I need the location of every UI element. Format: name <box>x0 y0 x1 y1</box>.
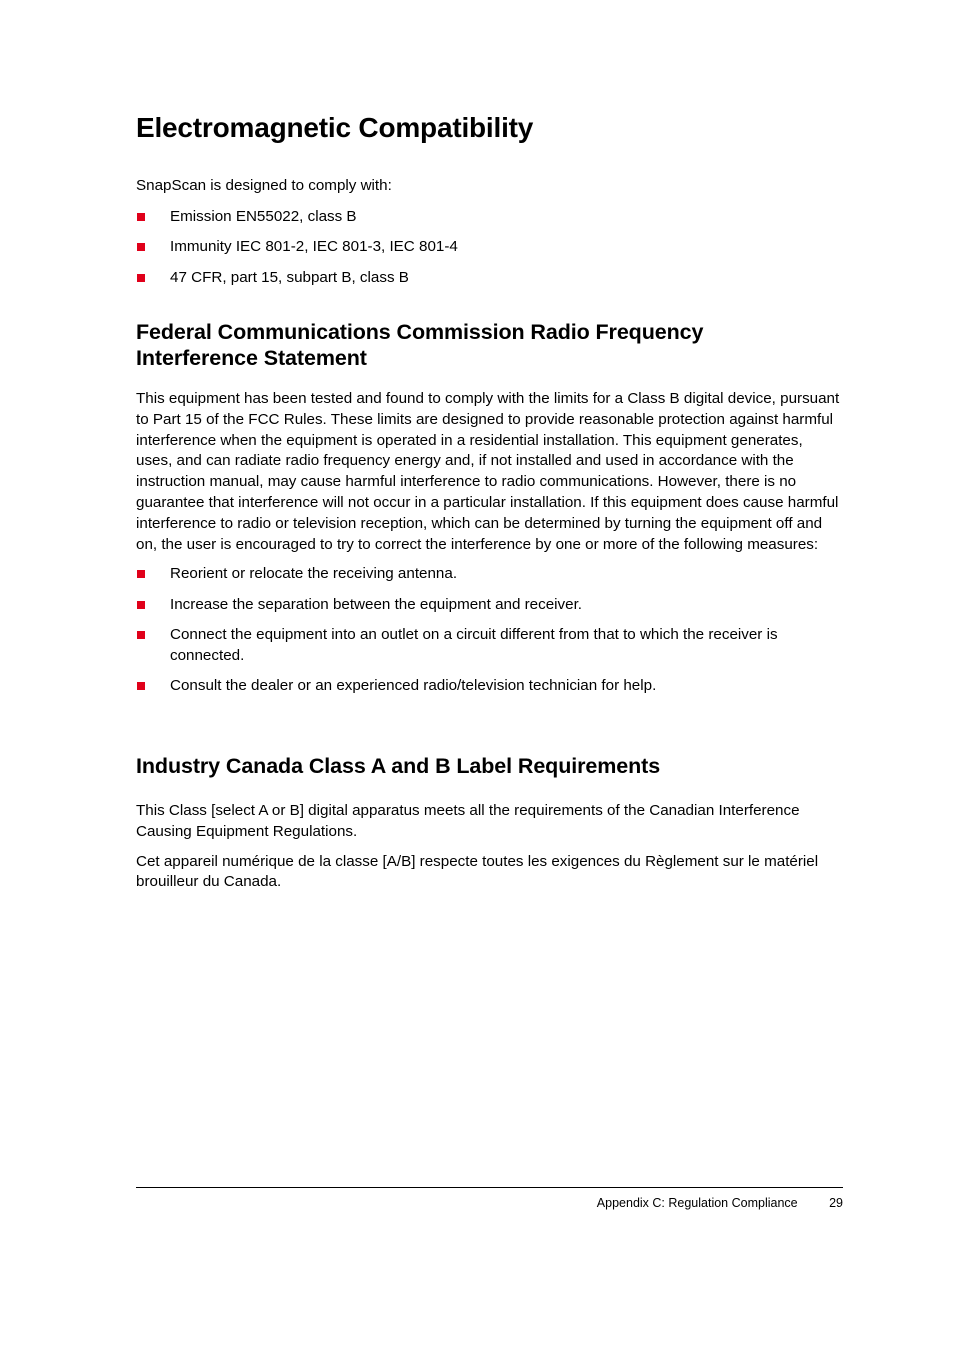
list-item: Connect the equipment into an outlet on a circuit different from that to which the receiver is connected. <box>136 625 843 667</box>
square-bullet-icon <box>137 213 145 221</box>
list-item: Reorient or relocate the receiving antenna. <box>136 564 843 585</box>
emc-section <box>136 176 843 298</box>
list-item: 47 CFR, part 15, subpart B, class B <box>136 268 843 289</box>
fcc-body: This equipment has been tested and found to comply with the limits for a Class B digital device, pursuant to Part 15 of the FCC Rules. These limits are designed to provide reasonable protection against harmful interference when the equipment is operated in a residential installation. This equipment generates, uses, and can radiate radio frequency energy and, if not installed and used in accordance with the instruction manual, may cause harmful interference to radio communications. However, there is no guarantee that interference will not occur in a particular installation. If this equipment does cause harmful interference to radio or television reception, which can be determined by turning the equipment off and on, the user is encouraged to try to correct the interference by one or more of the following measures: <box>136 390 840 553</box>
square-bullet-icon <box>137 274 145 282</box>
emc-list <box>136 207 843 289</box>
fcc-measures-list <box>136 564 843 697</box>
square-bullet-icon <box>137 570 145 578</box>
footer-chapter-title: Appendix C: Regulation Compliance <box>596 1196 798 1210</box>
list-item: Increase the separation between the equipment and receiver. <box>136 595 843 616</box>
page-number: 29 <box>829 1196 843 1210</box>
list-item: Consult the dealer or an experienced radio/television technician for help. <box>136 676 843 697</box>
footer-rule <box>136 1187 843 1188</box>
industry-canada-para-fr: Cet appareil numérique de la classe [A/B] respecte toutes les exigences du Règlement sur le matériel brouilleur du Canada. <box>136 852 819 891</box>
square-bullet-icon <box>137 631 145 639</box>
industry-canada-para-en: This Class [select A or B] digital apparatus meets all the requirements of the Canadian Interference Causing Equipment Regulations. <box>136 802 800 840</box>
square-bullet-icon <box>137 243 145 251</box>
list-item: Emission EN55022, class B <box>136 207 843 228</box>
document-page <box>136 0 843 1351</box>
square-bullet-icon <box>137 601 145 609</box>
fcc-section <box>136 319 843 707</box>
page-title: Electromagnetic Compatibility <box>136 112 534 143</box>
fcc-heading: Federal Communications Commission Radio Frequency Interference Statement <box>136 320 704 370</box>
list-item: Immunity IEC 801-2, IEC 801-3, IEC 801-4 <box>136 237 843 258</box>
emc-intro: SnapScan is designed to comply with: <box>136 177 392 194</box>
industry-canada-section <box>136 753 843 893</box>
industry-canada-heading: Industry Canada Class A and B Label Requirements <box>136 754 661 778</box>
square-bullet-icon <box>137 682 145 690</box>
page-footer <box>597 1195 843 1211</box>
